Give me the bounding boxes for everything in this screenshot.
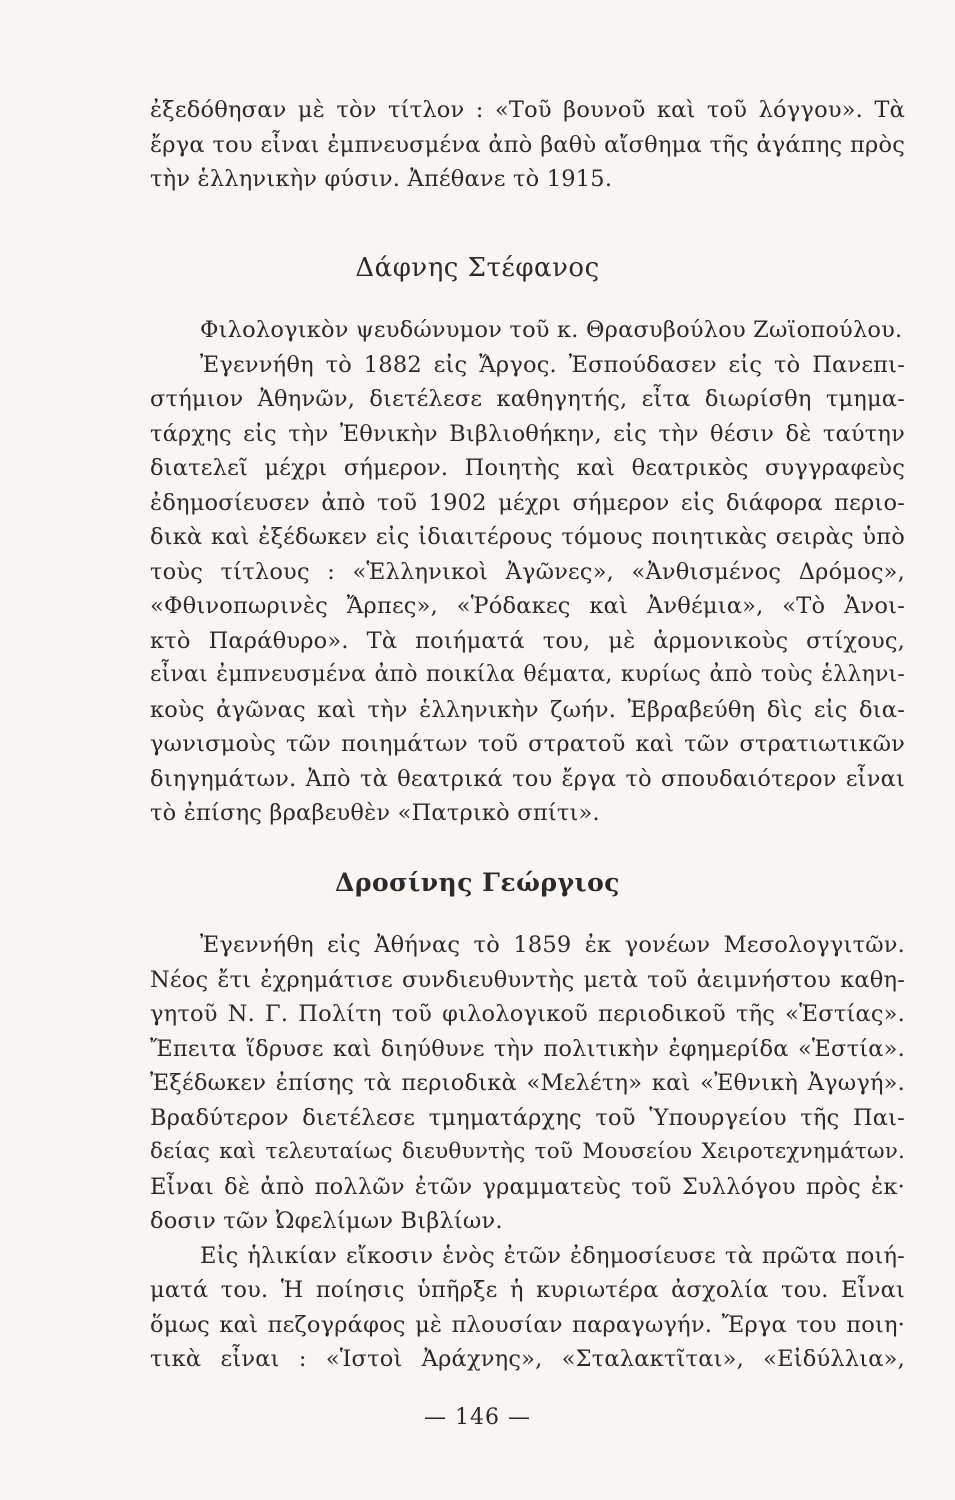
- text-line: ἐξεδόθησαν μὲ τὸν τίτλον : «Τοῦ βουνοῦ καὶ τοῦ λόγγου». Τὰ: [150, 97, 905, 123]
- entry-heading-dafnis: Δάφνης Στέφανος: [355, 253, 600, 283]
- text-line: Εἶναι δὲ ἀπὸ πολλῶν ἐτῶν γραμματεὺς τοῦ Συλλόγου πρὸς ἐκ·: [150, 1173, 905, 1200]
- entry-body-drosinis: [150, 928, 905, 1377]
- text-line: διατελεῖ μέχρι σήμερον. Ποιητὴς καὶ θεατρικὸς συγγραφεὺς: [150, 455, 905, 481]
- text-line: ματά του. Ἡ ποίησις ὑπῆρξε ἡ κυριωτέρα ἀσχολία του. Εἶναι: [150, 1277, 905, 1303]
- text-line: Ἐγεννήθη τὸ 1882 εἰς Ἄργος. Ἐσπούδασεν εἰς τὸ Πανεπι-: [200, 351, 905, 378]
- text-line: Ἐξέδωκεν ἐπίσης τὰ περιοδικὰ «Μελέτη» καὶ «Ἐθνικὴ Ἀγωγή».: [150, 1070, 905, 1096]
- text-line: Ἐγεννήθη εἰς Ἀθήνας τὸ 1859 ἐκ γονέων Μεσολογγιτῶν.: [200, 932, 905, 958]
- text-line: δικὰ καὶ ἐξέδωκεν εἰς ἰδιαιτέρους τόμους ποιητικὰς σειρὰς ὑπὸ: [150, 524, 905, 550]
- intro-paragraph: [150, 93, 905, 197]
- text-line: Εἰς ἡλικίαν εἴκοσιν ἑνὸς ἐτῶν ἐδημοσίευσε τὰ πρῶτα ποιή-: [200, 1242, 905, 1269]
- text-line: δοσιν τῶν Ὠφελίμων Βιβλίων.: [150, 1208, 503, 1234]
- text-line: Βραδύτερον διετέλεσε τμηματάρχης τοῦ Ὑπουργείου τῆς Παι-: [150, 1104, 905, 1131]
- entry-body-dafnis: [150, 313, 905, 831]
- text-line: τοὺς τίτλους : «Ἑλληνικοὶ Ἀγῶνες», «Ἀνθισμένος Δρόμος»,: [150, 558, 905, 585]
- text-line: τικὰ εἶναι : «Ἱστοὶ Ἀράχνης», «Σταλακτῖται», «Εἰδύλλια»,: [150, 1346, 905, 1372]
- text-line: Φιλολογικὸν ψευδώνυμον τοῦ κ. Θρασυβούλου Ζωϊοπούλου.: [200, 317, 903, 343]
- text-line: Ἔπειτα ἵδρυσε καὶ διηύθυνε τὴν πολιτικὴν ἐφημερίδα «Ἑστία».: [150, 1035, 905, 1062]
- text-line: «Φθινοπωρινὲς Ἄρπες», «Ῥόδακες καὶ Ἀνθέμια», «Τὸ Ἀνοι-: [150, 593, 905, 619]
- text-line: ἔργα του εἶναι ἐμπνευσμένα ἀπὸ βαθὺ αἴσθημα τῆς ἀγάπης πρὸς: [150, 131, 905, 158]
- text-line: κοὺς ἀγῶνας καὶ τὴν ἑλληνικὴν ζωήν. Ἐβραβεύθη δὶς εἰς δια-: [150, 696, 905, 723]
- text-line: ὅμως καὶ πεζογράφος μὲ πλουσίαν παραγωγήν. Ἔργα του ποιη·: [150, 1311, 905, 1338]
- text-line: διηγημάτων. Ἀπὸ τὰ θεατρικά του ἔργα τὸ σπουδαιότερον εἶναι: [150, 765, 905, 792]
- text-line: γητοῦ Ν. Γ. Πολίτη τοῦ φιλολογικοῦ περιοδικοῦ τῆς «Ἑστίας».: [150, 1001, 905, 1027]
- text-line: τὴν ἑλληνικὴν φύσιν. Ἀπέθανε τὸ 1915.: [150, 166, 613, 192]
- text-line: γωνισμοὺς τῶν ποιημάτων τοῦ στρατοῦ καὶ τῶν στρατιωτικῶν: [150, 731, 905, 757]
- entry-heading-drosinis: Δροσίνης Γεώργιος: [334, 868, 621, 897]
- text-line: ἐδημοσίευσεν ἀπὸ τοῦ 1902 μέχρι σήμερον εἰς διάφορα περιο-: [150, 489, 905, 516]
- page-number: — 146 —: [424, 1405, 531, 1430]
- text-line: κτὸ Παράθυρο». Τὰ ποιήματά του, μὲ ἁρμονικοὺς στίχους,: [150, 627, 905, 654]
- text-line: εἶναι ἐμπνευσμένα ἀπὸ ποικίλα θέματα, κυρίως ἀπὸ τοὺς ἑλληνι-: [150, 662, 905, 687]
- text-line: τὸ ἐπίσης βραβευθὲν «Πατρικὸ σπίτι».: [150, 800, 600, 826]
- text-line: δείας καὶ τελευταίως διευθυντὴς τοῦ Μουσείου Χειροτεχνημάτων.: [150, 1139, 905, 1164]
- text-line: στήμιον Ἀθηνῶν, διετέλεσε καθηγητής, εἶτα διωρίσθη τμημα-: [150, 386, 905, 412]
- text-line: Νέος ἔτι ἐχρημάτισε συνδιευθυντὴς μετὰ τοῦ ἀειμνήστου καθη-: [150, 966, 905, 993]
- text-line: τάρχης εἰς τὴν Ἐθνικὴν Βιβλιοθήκην, εἰς τὴν θέσιν δὲ ταύτην: [150, 420, 905, 447]
